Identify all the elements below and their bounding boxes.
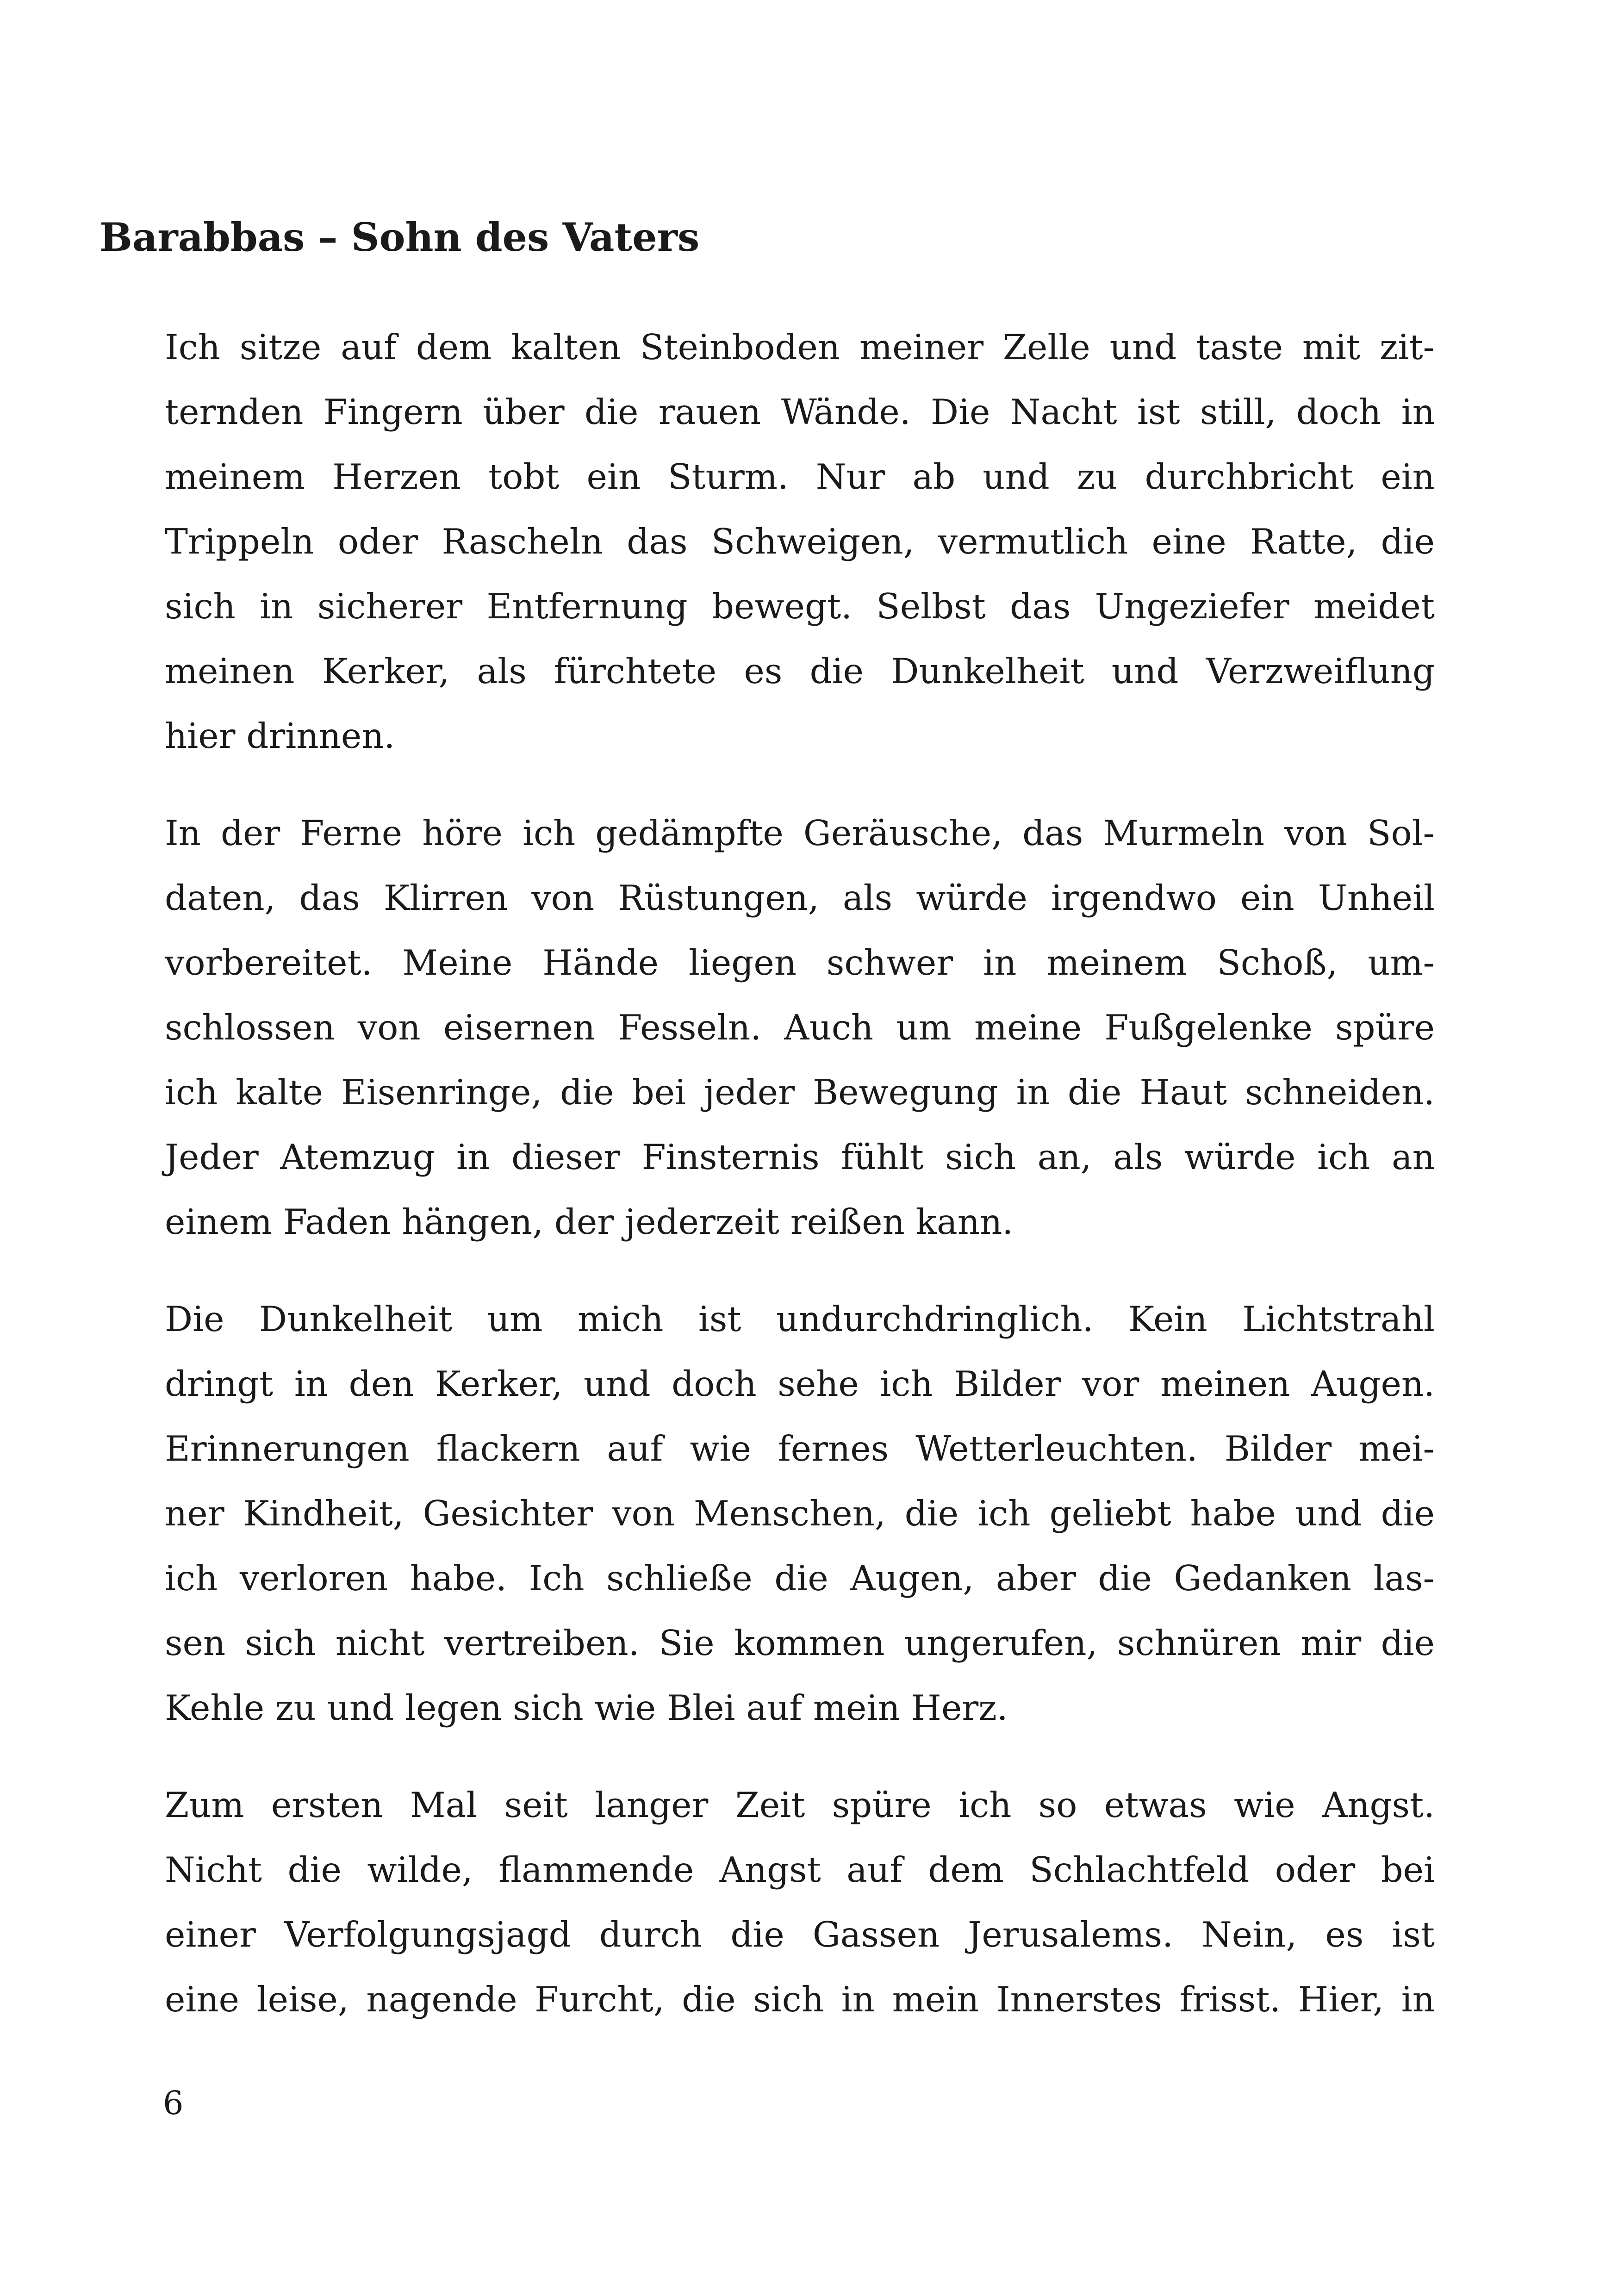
text-line: Jeder Atemzug in dieser Finsternis fühlt sich an, als würde ich an bbox=[165, 1137, 1435, 1177]
paragraph-4 bbox=[165, 1773, 1435, 2032]
chapter-title: Barabbas – Sohn des Vaters bbox=[100, 214, 700, 260]
text-line: ich kalte Eisenringe, die bei jeder Bewegung in die Haut schneiden. bbox=[165, 1072, 1435, 1113]
text-line: Die Dunkelheit um mich ist undurchdringlich. Kein Lichtstrahl bbox=[165, 1299, 1435, 1339]
text-line: meinen Kerker, als fürchtete es die Dunkelheit und Verzweiflung bbox=[165, 651, 1435, 691]
text-line: ich verloren habe. Ich schließe die Augen, aber die Gedanken las- bbox=[165, 1558, 1435, 1599]
text-line: ternden Fingern über die rauen Wände. Die Nacht ist still, doch in bbox=[165, 392, 1435, 432]
text-line: daten, das Klirren von Rüstungen, als würde irgendwo ein Unheil bbox=[165, 877, 1435, 918]
text-line: einem Faden hängen, der jederzeit reißen kann. bbox=[165, 1201, 1014, 1242]
text-line: Trippeln oder Rascheln das Schweigen, vermutlich eine Ratte, die bbox=[165, 521, 1435, 562]
text-line: Zum ersten Mal seit langer Zeit spüre ich so etwas wie Angst. bbox=[165, 1785, 1435, 1825]
text-line: Ich sitze auf dem kalten Steinboden meiner Zelle und taste mit zit- bbox=[165, 327, 1435, 367]
text-line: sen sich nicht vertreiben. Sie kommen ungerufen, schnüren mir die bbox=[165, 1623, 1435, 1663]
paragraph-2 bbox=[165, 801, 1435, 1254]
text-line: meinem Herzen tobt ein Sturm. Nur ab und zu durchbricht ein bbox=[165, 456, 1435, 497]
text-line: einer Verfolgungsjagd durch die Gassen Jerusalems. Nein, es ist bbox=[165, 1914, 1435, 1955]
page-number: 6 bbox=[163, 2084, 184, 2122]
text-line: ner Kindheit, Gesichter von Menschen, die ich geliebt habe und die bbox=[165, 1493, 1435, 1534]
text-line: sich in sicherer Entfernung bewegt. Selbst das Ungeziefer meidet bbox=[165, 586, 1435, 627]
text-line: vorbereitet. Meine Hände liegen schwer in meinem Schoß, um- bbox=[165, 942, 1435, 983]
body-text bbox=[165, 315, 1435, 2064]
text-line: schlossen von eisernen Fesseln. Auch um meine Fußgelenke spüre bbox=[165, 1007, 1435, 1048]
text-line: Nicht die wilde, flammende Angst auf dem Schlachtfeld oder bei bbox=[165, 1849, 1435, 1890]
paragraph-3 bbox=[165, 1287, 1435, 1740]
text-line: In der Ferne höre ich gedämpfte Geräusche, das Murmeln von Sol- bbox=[165, 813, 1435, 853]
paragraph-1 bbox=[165, 315, 1435, 768]
text-line: eine leise, nagende Furcht, die sich in mein Innerstes frisst. Hier, in bbox=[165, 1979, 1435, 2020]
text-line: Kehle zu und legen sich wie Blei auf mein Herz. bbox=[165, 1687, 1008, 1728]
text-line: dringt in den Kerker, und doch sehe ich Bilder vor meinen Augen. bbox=[165, 1363, 1435, 1404]
text-line: Erinnerungen flackern auf wie fernes Wetterleuchten. Bilder mei- bbox=[165, 1428, 1435, 1469]
text-line: hier drinnen. bbox=[165, 716, 395, 756]
